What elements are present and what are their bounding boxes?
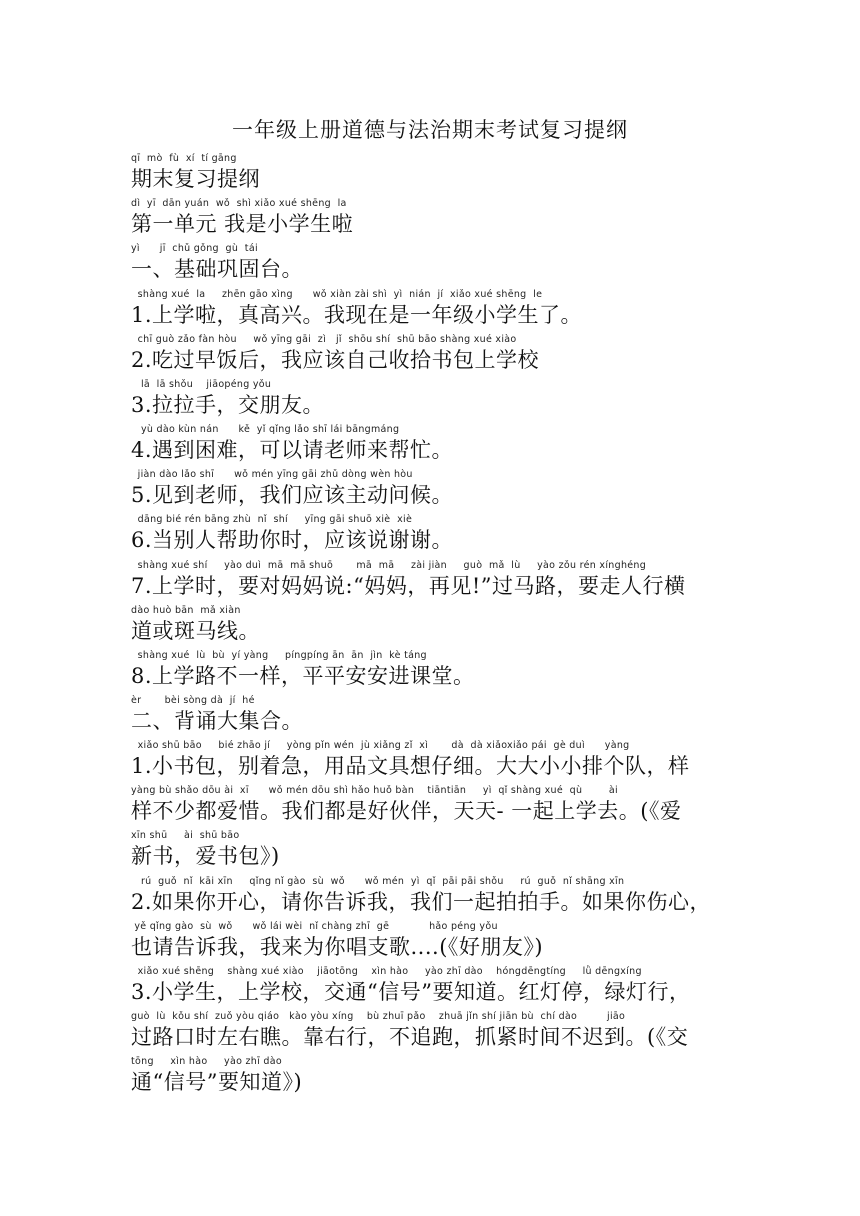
item-text: 1.小书包，别着急，用品文具想仔细。大大小小排个队，样 <box>131 754 690 778</box>
list-item <box>131 559 741 600</box>
item-text: 2.吃过早饭后，我应该自己收拾书包上学校 <box>131 348 540 372</box>
pinyin: chī guò zǎo fàn hòu wǒ yīng gāi zì jǐ shōu shí shū bāo shàng xué xiào <box>131 334 517 345</box>
pinyin: xiǎo xué shēng shàng xué xiào jiāotōng xìn hào yào zhī dào hóngdēngtíng lǜ dēngxíng <box>131 966 642 977</box>
pinyin: yàng bù shǎo dōu ài xī wǒ mén dōu shì hǎo huǒ bàn tiāntiān yì qǐ shàng xué qù ài <box>131 785 618 796</box>
list-item-continued <box>131 829 741 870</box>
pinyin: qī mò fù xí tí gāng <box>131 153 237 164</box>
list-item <box>131 423 741 464</box>
list-item <box>131 739 741 780</box>
unit-title: 第一单元 我是小学生啦 <box>131 212 354 236</box>
pinyin: jiàn dào lǎo shī wǒ mén yīng gāi zhǔ dòng wèn hòu <box>131 469 413 480</box>
pinyin: shàng xué lù bù yí yàng píngpíng ān ān jìn kè táng <box>131 650 427 661</box>
item-text: 3.拉拉手，交朋友。 <box>131 393 325 417</box>
pinyin: yě qǐng gào sù wǒ wǒ lái wèi nǐ chàng zhī gē hǎo péng yǒu <box>131 921 498 932</box>
item-text: 道或斑马线。 <box>131 619 260 643</box>
item-text: 7.上学时，要对妈妈说:“妈妈，再见!”过马路，要走人行横 <box>131 574 686 598</box>
list-item <box>131 468 741 509</box>
section-line <box>131 694 741 735</box>
pinyin: yù dào kùn nán kě yǐ qǐng lǎo shī lái bāngmáng <box>131 424 400 435</box>
list-item <box>131 288 741 329</box>
item-text: 3.小学生，上学校，交通“信号”要知道。红灯停，绿灯行， <box>131 980 691 1004</box>
unit-line <box>131 197 741 238</box>
section-line <box>131 242 741 283</box>
pinyin: xīn shū ài shū bāo <box>131 830 240 841</box>
list-item <box>131 649 741 690</box>
item-text: 6.当别人帮助你时，应该说谢谢。 <box>131 528 454 552</box>
pinyin: dào huò bān mǎ xiàn <box>131 605 241 616</box>
item-text: 4.遇到困难，可以请老师来帮忙。 <box>131 438 454 462</box>
section-title: 二、背诵大集合。 <box>131 709 303 733</box>
pinyin: shàng xué la zhēn gāo xìng wǒ xiàn zài shì yì nián jí xiǎo xué shēng le <box>131 289 543 300</box>
list-item <box>131 875 741 916</box>
pinyin: dì yī dān yuán wǒ shì xiǎo xué shēng la <box>131 198 347 209</box>
list-item <box>131 333 741 374</box>
list-item <box>131 513 741 554</box>
list-item-continued <box>131 1010 741 1051</box>
item-text: 1.上学啦，真高兴。我现在是一年级小学生了。 <box>131 303 583 327</box>
pinyin: shàng xué shí yào duì mā mā shuō mā mā zài jiàn guò mǎ lù yào zǒu rén xínghéng <box>131 560 647 571</box>
section-title: 一、基础巩固台。 <box>131 257 303 281</box>
heading-line <box>131 152 741 193</box>
list-item <box>131 378 741 419</box>
pinyin: rú guǒ nǐ kāi xīn qǐng nǐ gào sù wǒ wǒ mén yì qǐ pāi pāi shǒu rú guǒ nǐ shāng xīn <box>131 876 625 887</box>
item-text: 样不少都爱惜。我们都是好伙伴，天天- 一起上学去。(《爱 <box>131 799 682 823</box>
pinyin: dāng bié rén bāng zhù nǐ shí yīng gāi shuō xiè xiè <box>131 514 413 525</box>
item-text: 新书，爱书包》) <box>131 844 280 868</box>
heading-text: 期末复习提纲 <box>131 167 260 191</box>
list-item-continued <box>131 784 741 825</box>
list-item-continued <box>131 604 741 645</box>
item-text: 也请告诉我，我来为你唱支歌....(《好朋友》) <box>131 935 544 959</box>
pinyin: èr bèi sòng dà jí hé <box>131 695 255 706</box>
item-text: 5.见到老师，我们应该主动问候。 <box>131 483 454 507</box>
item-text: 8.上学路不一样，平平安安进课堂。 <box>131 664 475 688</box>
pinyin: lā lā shǒu jiāopéng yǒu <box>131 379 272 390</box>
list-item-continued <box>131 1055 741 1096</box>
item-text: 过路口时左右瞧。靠右行，不追跑，抓紧时间不迟到。(《交 <box>131 1025 689 1049</box>
document-title: 一年级上册道德与法治期末考试复习提纲 <box>232 118 628 142</box>
pinyin: yì jī chǔ gǒng gù tái <box>131 243 258 254</box>
pinyin: guò lù kǒu shí zuǒ yòu qiáo kào yòu xíng bù zhuī pǎo zhuā jǐn shí jiān bù chí dào jiāo <box>131 1011 626 1022</box>
pinyin: tōng xìn hào yào zhī dào <box>131 1056 282 1067</box>
item-text: 通“信号”要知道》) <box>131 1070 303 1094</box>
pinyin: xiǎo shū bāo bié zhāo jí yòng pǐn wén jù xiǎng zǐ xì dà dà xiǎoxiǎo pái gè duì yàng <box>131 740 630 751</box>
list-item-continued <box>131 920 741 961</box>
item-text: 2.如果你开心，请你告诉我，我们一起拍拍手。如果你伤心， <box>131 890 712 914</box>
list-item <box>131 965 741 1006</box>
